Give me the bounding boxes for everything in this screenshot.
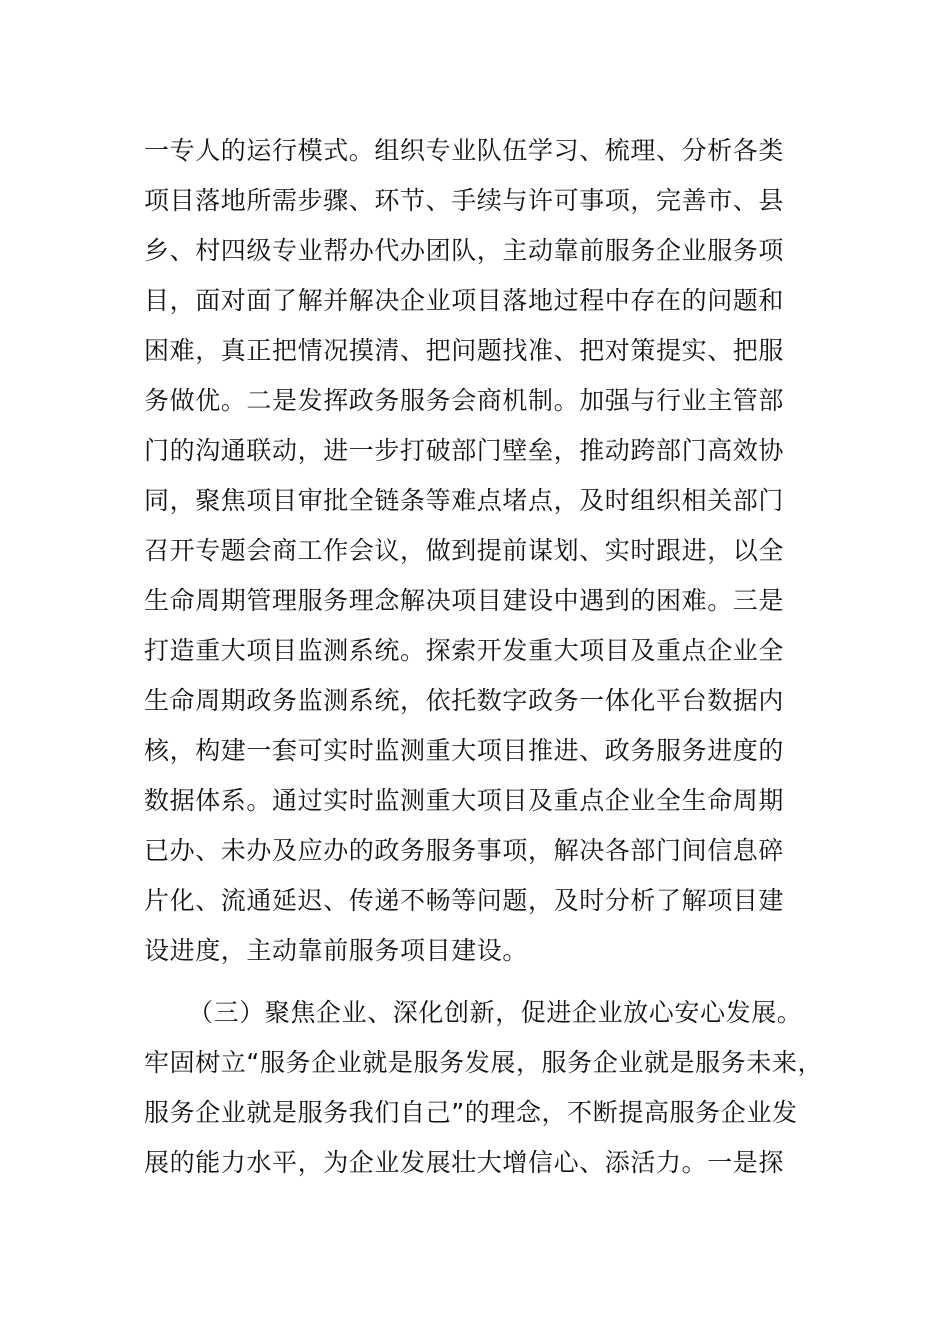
section-heading-line: （三）聚焦企业、深化创新，促进企业放心安心发展。 [188, 998, 803, 1027]
text-line: 服务企业就是服务我们自己”的理念，不断提高服务企业发 [144, 1098, 798, 1127]
text-line: 牢固树立“服务企业就是服务发展，服务企业就是服务未来， [144, 1048, 824, 1077]
text-line: 打造重大项目监测系统。探索开发重大项目及重点企业全 [144, 636, 785, 665]
paragraph-1 [144, 126, 844, 976]
text-line: 核，构建一套可实时监测重大项目推进、政务服务进度的 [144, 736, 785, 765]
body-text [144, 126, 844, 1188]
text-line: 同，聚焦项目审批全链条等难点堵点，及时组织相关部门 [144, 486, 785, 515]
text-line: 已办、未办及应办的政务服务事项，解决各部门间信息碎 [144, 836, 785, 865]
text-line: 一专人的运行模式。组织专业队伍学习、梳理、分析各类 [144, 136, 785, 165]
text-line: 召开专题会商工作会议，做到提前谋划、实时跟进，以全 [144, 536, 785, 565]
text-line: 生命周期政务监测系统，依托数字政务一体化平台数据内 [144, 686, 785, 715]
text-line: 目，面对面了解并解决企业项目落地过程中存在的问题和 [144, 286, 785, 315]
text-line: 生命周期管理服务理念解决项目建设中遇到的困难。三是 [144, 586, 785, 615]
paragraph-spacer [144, 976, 844, 988]
text-line: 门的沟通联动，进一步打破部门壁垒，推动跨部门高效协 [144, 436, 785, 465]
text-line: 设进度，主动靠前服务项目建设。 [144, 936, 529, 965]
text-line: 展的能力水平，为企业发展壮大增信心、添活力。一是探 [144, 1148, 785, 1177]
text-line: 数据体系。通过实时监测重大项目及重点企业全生命周期 [144, 786, 785, 815]
text-line: 乡、村四级专业帮办代办团队，主动靠前服务企业服务项 [144, 236, 785, 265]
text-line: 项目落地所需步骤、环节、手续与许可事项，完善市、县 [144, 186, 785, 215]
text-line: 务做优。二是发挥政务服务会商机制。加强与行业主管部 [144, 386, 785, 415]
text-line: 片化、流通延迟、传递不畅等问题，及时分析了解项目建 [144, 886, 785, 915]
text-line: 困难，真正把情况摸清、把问题找准、把对策提实、把服 [144, 336, 785, 365]
paragraph-2 [144, 988, 844, 1188]
